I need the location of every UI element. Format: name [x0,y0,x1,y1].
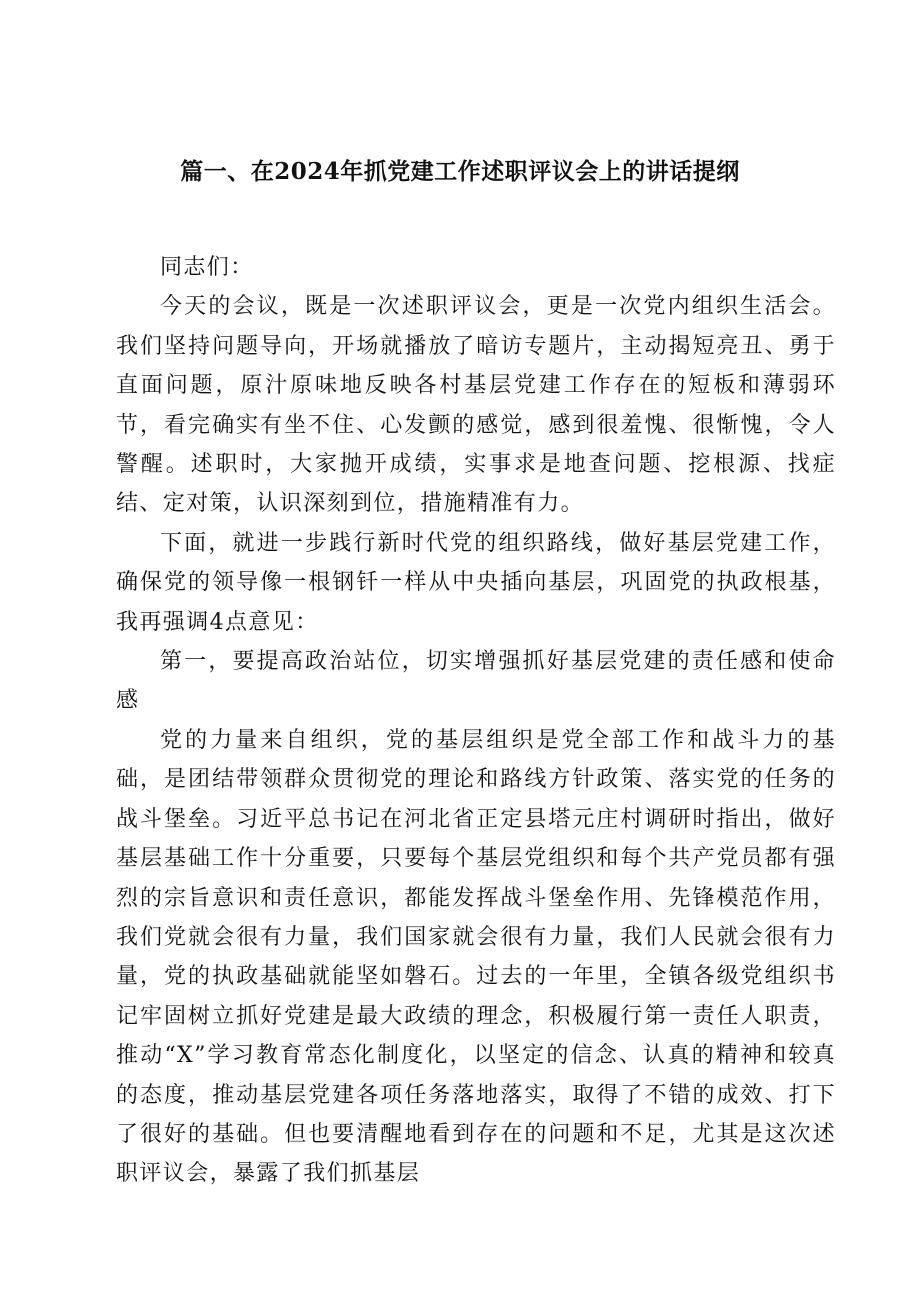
paragraph-opening: 今天的会议，既是一次述职评议会，更是一次党内组织生活会。我们坚持问题导向，开场就播放了暗访专题片，主动揭短亮丑、勇于直面问题，原汁原味地反映各村基层党建工作存在的短板和薄弱环节，看完确实有坐不住、心发颤的感觉，感到很羞愧、很惭愧，令人警醒。述职时，大家抛开成绩，实事求是地查问题、挖根源、找症结、定对策，认识深刻到位，措施精准有力。 [116,294,836,517]
salutation: 同志们： [160,255,254,280]
document-body [116,248,836,1194]
section-heading-first: 第一，要提高政治站位，切实增强抓好基层党建的责任感和使命感 [116,649,836,714]
paragraph-party-strength: 党的力量来自组织，党的基层组织是党全部工作和战斗力的基础，是团结带领群众贯彻党的理论和路线方针政策、落实党的任务的战斗堡垒。习近平总书记在河北省正定县塔元庄村调研时指出，做好基层基础工作十分重要，只要每个基层党组织和每个共产党员都有强烈的宗旨意识和责任意识，都能发挥战斗堡垒作用、先锋模范作用，我们党就会很有力量，我们国家就会很有力量，我们人民就会很有力量，党的执政基础就能坚如磐石。过去的一年里，全镇各级党组织书记牢固树立抓好党建是最大政绩的理念，积极履行第一责任人职责，推动“X”学习教育常态化制度化，以坚定的信念、认真的精神和较真的态度，推动基层党建各项任务落地落实，取得了不错的成效、打下了很好的基础。但也要清醒地看到存在的问题和不足，尤其是这次述职评议会，暴露了我们抓基层 [116,727,836,1187]
paragraph-intro-points: 下面，就进一步践行新时代党的组织路线，做好基层党建工作，确保党的领导像一根钢钎一样从中央插向基层，巩固党的执政根基，我再强调4点意见： [116,530,836,635]
document-title: 篇一、在2024年抓党建工作述职评议会上的讲话提纲 [180,158,740,185]
